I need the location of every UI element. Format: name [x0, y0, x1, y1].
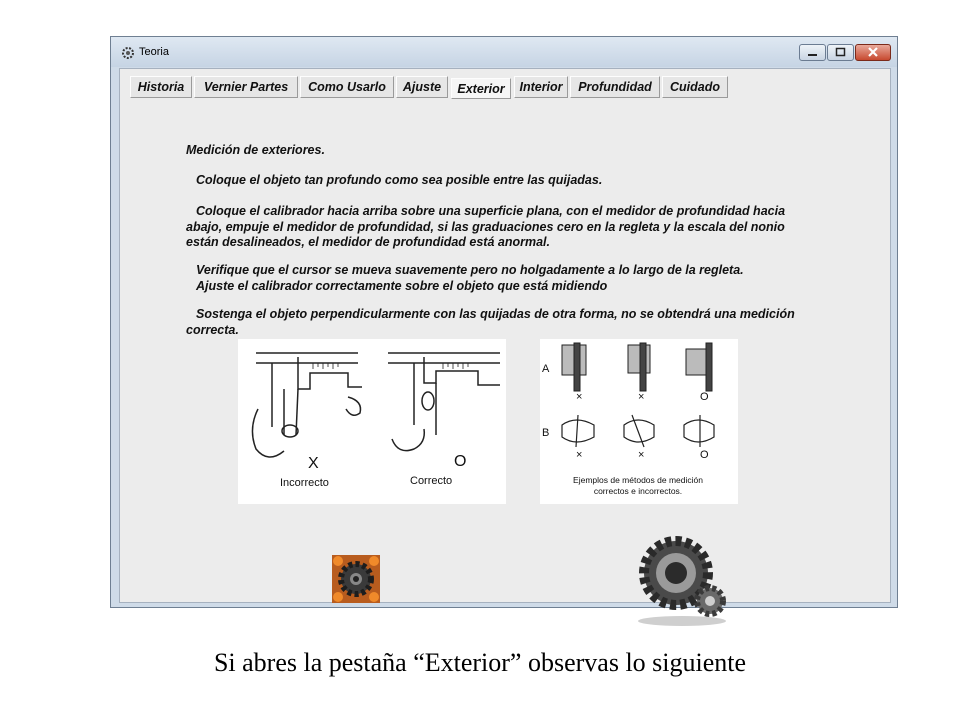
- caliper-grip-figure: [238, 339, 506, 504]
- gears-image: [632, 533, 732, 629]
- row-b-mark-1: ×: [576, 449, 583, 461]
- gears-icon: [632, 533, 732, 629]
- gear-icon: [332, 555, 380, 603]
- row-a-mark-2: ×: [638, 391, 645, 403]
- row-a-mark-1: ×: [576, 391, 583, 403]
- title-bar[interactable]: [111, 37, 897, 67]
- row-b-mark-3: O: [700, 449, 709, 461]
- close-icon: [856, 45, 890, 60]
- tab-cuidado[interactable]: Cuidado: [662, 76, 728, 98]
- close-button[interactable]: [855, 44, 891, 61]
- correct-mark: O: [454, 453, 467, 470]
- row-a-mark-3: O: [700, 391, 709, 403]
- slide-caption: Si abres la pestaña “Exterior” observas lo siguiente: [213, 648, 747, 677]
- teoria-window: [110, 36, 898, 608]
- content-paragraph-1: Coloque el objeto tan profundo como sea posible entre las quijadas.: [196, 173, 603, 187]
- incorrect-mark: X: [308, 455, 319, 472]
- maximize-icon: [828, 45, 853, 60]
- app-icon: [120, 45, 136, 59]
- tab-profundidad[interactable]: Profundidad: [570, 76, 660, 98]
- tab-vernier-partes[interactable]: Vernier Partes: [194, 76, 298, 98]
- caliper-illustration: [238, 339, 506, 504]
- row-a-label: A: [542, 363, 550, 375]
- row-b-mark-2: ×: [638, 449, 645, 461]
- tab-exterior[interactable]: Exterior: [451, 78, 511, 99]
- tab-interior[interactable]: Interior: [514, 76, 568, 98]
- minimize-icon: [800, 45, 825, 60]
- maximize-button[interactable]: [827, 44, 854, 61]
- content-paragraph-2: Coloque el calibrador hacia arriba sobre una superficie plana, con el medidor de profundidad hacia abajo, empuje el medidor de profundidad, si las graduaciones cero en la regleta y la escala del nonio están desalineados, el medidor de profundidad está anormal.: [186, 204, 786, 249]
- incorrect-label: Incorrecto: [280, 477, 329, 489]
- content-paragraph-3: [196, 263, 816, 294]
- content-paragraph-3b: Ajuste el calibrador correctamente sobre el objeto que está midiendo: [196, 278, 608, 293]
- tab-como-usarlo[interactable]: Como Usarlo: [300, 76, 394, 98]
- window-title: Teoria: [139, 46, 169, 58]
- row-b-label: B: [542, 427, 550, 439]
- minimize-button[interactable]: [799, 44, 826, 61]
- content-paragraph-4: Sostenga el objeto perpendicularmente con las quijadas de otra forma, no se obtendrá una medición correcta.: [186, 307, 795, 337]
- tab-ajuste[interactable]: Ajuste: [396, 76, 448, 98]
- measurement-methods-figure: [540, 339, 738, 504]
- methods-caption: Ejemplos de métodos de medición correctos e incorrectos.: [573, 475, 703, 496]
- correct-label: Correcto: [410, 475, 453, 487]
- content-paragraph-3a: Verifique que el cursor se mueva suavemente pero no holgadamente a lo largo de la regleta.: [196, 263, 744, 277]
- window-client-area: [119, 68, 891, 603]
- content-heading: Medición de exteriores.: [186, 143, 325, 157]
- tab-historia[interactable]: Historia: [130, 76, 192, 98]
- small-gear-button[interactable]: [332, 555, 380, 603]
